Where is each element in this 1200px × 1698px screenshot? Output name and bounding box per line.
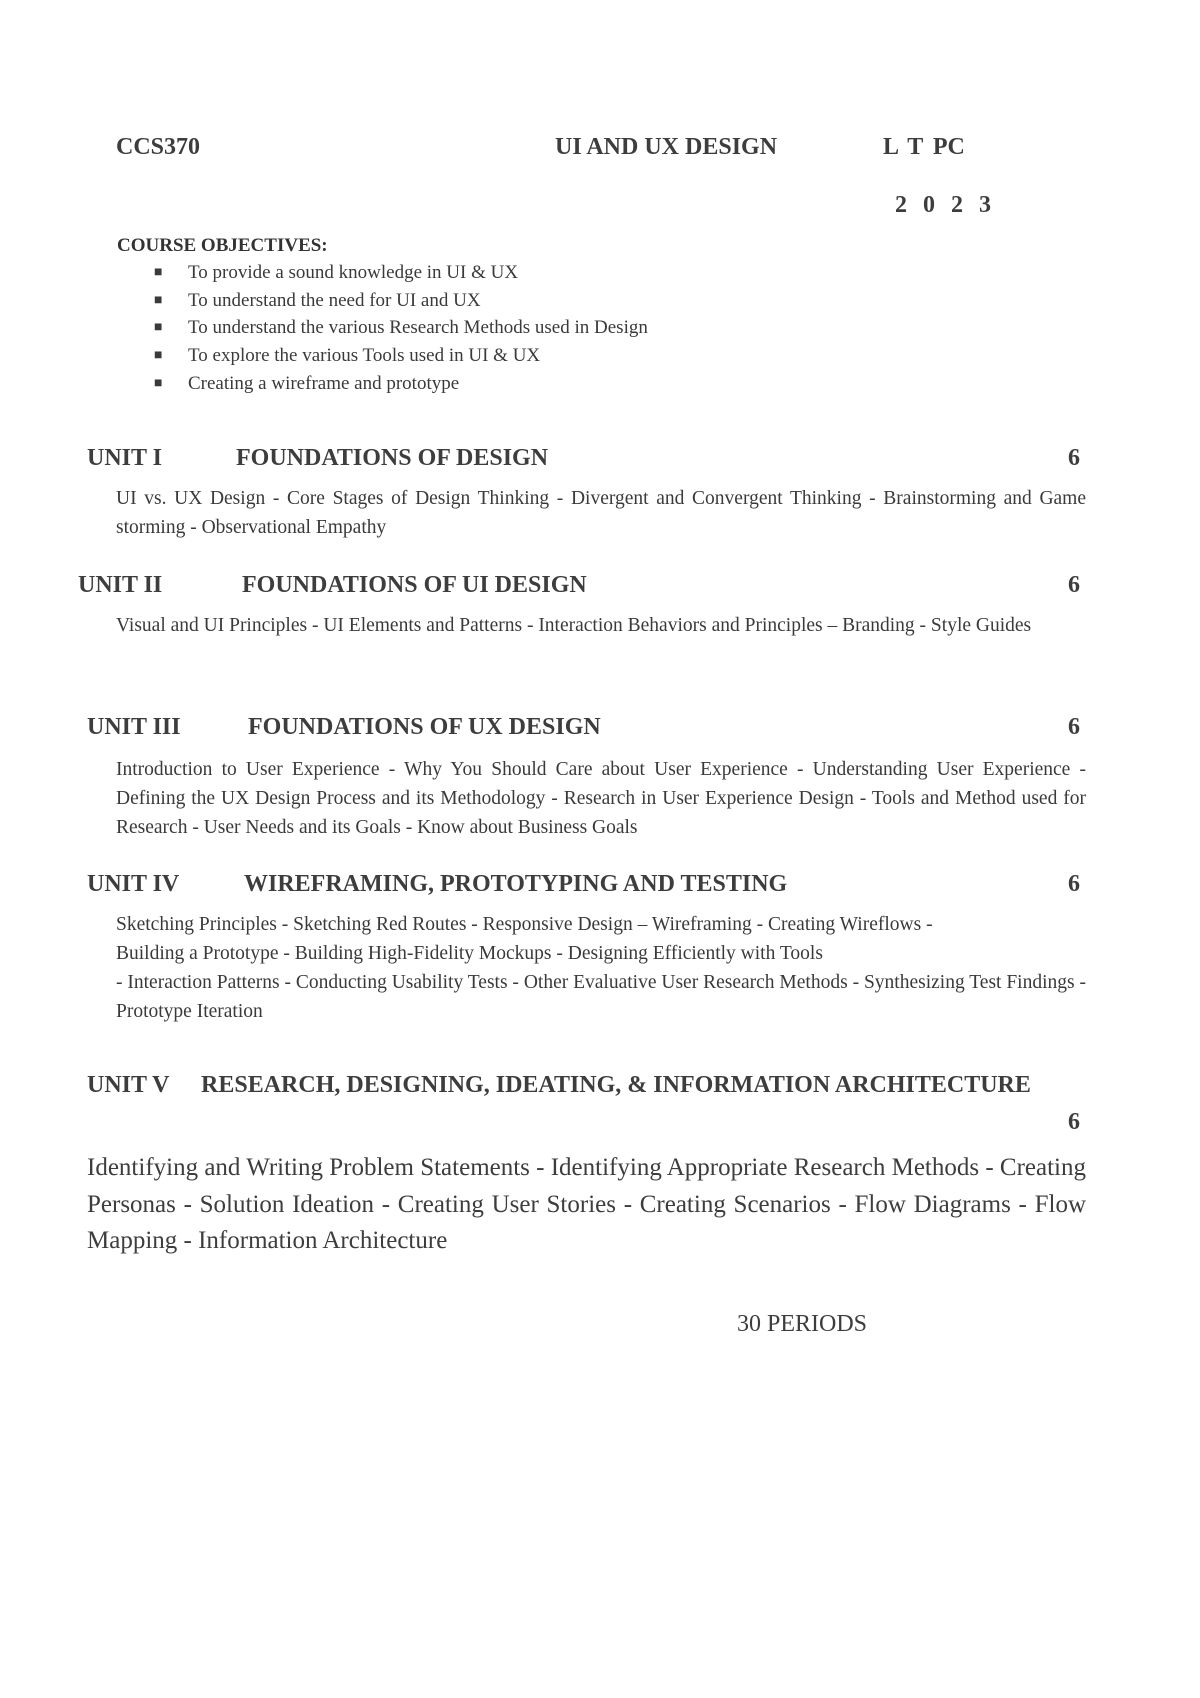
unit-2-hours: 6	[1068, 572, 1080, 598]
bullet-icon: ■	[154, 265, 163, 280]
unit-5-label: UNIT V	[87, 1072, 170, 1098]
unit-3-label: UNIT III	[87, 714, 181, 740]
bullet-icon: ■	[154, 348, 163, 364]
bullet-icon: ■	[154, 375, 163, 391]
unit-2-content: Visual and UI Principles - UI Elements and Patterns - Interaction Behaviors and Principles – Branding - Style Guides	[116, 615, 1032, 636]
objectives-list	[150, 259, 648, 397]
unit-3-hours: 6	[1068, 714, 1080, 740]
unit-2-title: FOUNDATIONS OF UI DESIGN	[242, 572, 587, 598]
unit-4-hours: 6	[1068, 871, 1080, 897]
objective-item: ■ To explore the various Tools used in UI & UX	[150, 342, 648, 370]
unit-3-content: Introduction to User Experience - Why You Should Care about User Experience - Understanding User Experience - Defining the UX Design Process and its Methodology - Research in User Experience Design - Tools and Method used for Research - User Needs and its Goals - Know about Business Goals	[116, 759, 1086, 838]
bullet-icon: ■	[154, 292, 163, 308]
unit-3-title: FOUNDATIONS OF UX DESIGN	[248, 714, 601, 740]
total-periods: 30 PERIODS	[737, 1311, 868, 1337]
objective-item: ■ To understand the various Research Methods used in Design	[150, 314, 648, 342]
unit-4-title: WIREFRAMING, PROTOTYPING AND TESTING	[244, 871, 788, 897]
unit-1-hours: 6	[1068, 445, 1080, 471]
unit-4-label: UNIT IV	[87, 871, 180, 897]
objective-item: ■ To understand the need for UI and UX	[150, 287, 648, 315]
unit-4-line-3: - Interaction Patterns - Conducting Usability Tests - Other Evaluative User Research Methods - Synthesizing Test Findings - Prototype Iteration	[116, 972, 1086, 1022]
ltpc-label: L T PC	[883, 134, 965, 160]
unit-1-content: UI vs. UX Design - Core Stages of Design Thinking - Divergent and Convergent Thinking - Brainstorming and Game storming - Observational Empathy	[116, 488, 1086, 538]
unit-1-title: FOUNDATIONS OF DESIGN	[236, 445, 549, 471]
unit-4-line-1: Sketching Principles - Sketching Red Routes - Responsive Design – Wireframing - Creating Wireflows -	[116, 914, 933, 935]
unit-5-title: RESEARCH, DESIGNING, IDEATING, & INFORMATION ARCHITECTURE	[201, 1072, 1031, 1098]
unit-1-label: UNIT I	[87, 445, 162, 471]
objective-item: ■ To provide a sound knowledge in UI & UX	[150, 259, 648, 287]
unit-4-content	[116, 910, 1086, 1026]
unit-5-content: Identifying and Writing Problem Statements - Identifying Appropriate Research Methods - Creating Personas - Solution Ideation - Creating User Stories - Creating Scenarios - Flow Diagrams - Flow Mapping - Information Architecture	[87, 1154, 1086, 1254]
course-code: CCS370	[116, 134, 201, 160]
course-title: UI AND UX DESIGN	[555, 134, 778, 160]
bullet-icon: ■	[154, 320, 163, 336]
objective-item: ■ Creating a wireframe and prototype	[150, 370, 648, 398]
unit-4-line-2: Building a Prototype - Building High-Fidelity Mockups - Designing Efficiently with Tools	[116, 943, 823, 964]
unit-2-label: UNIT II	[78, 572, 163, 598]
objectives-title: COURSE OBJECTIVES:	[117, 235, 328, 256]
ltpc-values: 2 0 2 3	[895, 192, 995, 218]
unit-5-hours: 6	[1068, 1109, 1080, 1135]
